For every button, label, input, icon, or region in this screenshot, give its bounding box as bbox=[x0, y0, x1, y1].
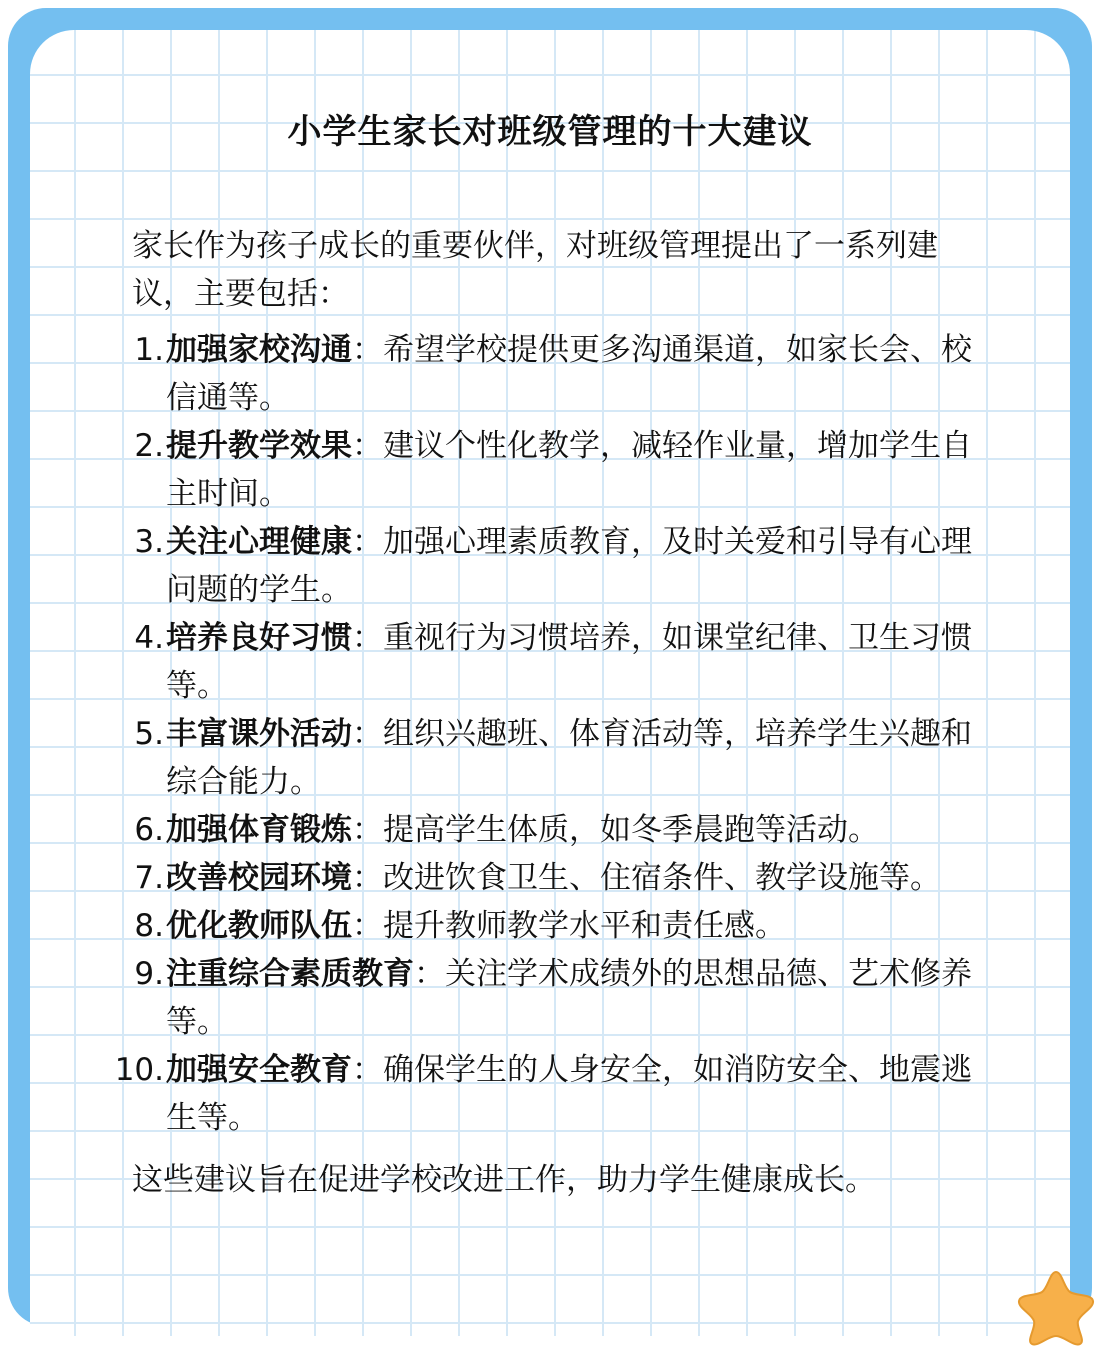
suggestion-list bbox=[114, 326, 972, 1142]
item-heading: 优化教师队伍 bbox=[166, 908, 352, 944]
list-item bbox=[132, 710, 972, 806]
list-item bbox=[132, 902, 972, 950]
item-text: ：组织兴趣班、体育活动等，培养学生兴趣和综合能力。 bbox=[166, 716, 972, 800]
item-text: ：建议个性化教学，减轻作业量，增加学生自主时间。 bbox=[166, 428, 972, 512]
item-number: 3. bbox=[134, 524, 164, 560]
item-number: 6. bbox=[134, 812, 164, 848]
item-text: ：希望学校提供更多沟通渠道，如家长会、校信通等。 bbox=[166, 332, 972, 416]
item-text: ：关注学术成绩外的思想品德、艺术修养等。 bbox=[166, 956, 972, 1040]
item-text: ：加强心理素质教育，及时关爱和引导有心理问题的学生。 bbox=[166, 524, 972, 608]
list-item bbox=[132, 422, 972, 518]
item-text: ：重视行为习惯培养，如课堂纪律、卫生习惯等。 bbox=[166, 620, 972, 704]
item-text: ：提升教师教学水平和责任感。 bbox=[352, 908, 786, 944]
closing-paragraph: 这些建议旨在促进学校改进工作，助力学生健康成长。 bbox=[132, 1162, 876, 1198]
list-item bbox=[132, 614, 972, 710]
item-number: 9. bbox=[134, 956, 164, 992]
item-number: 5. bbox=[134, 716, 164, 752]
intro-paragraph: 家长作为孩子成长的重要伙伴，对班级管理提出了一系列建议，主要包括： bbox=[132, 228, 938, 312]
item-heading: 提升教学效果 bbox=[166, 428, 352, 464]
page-title: 小学生家长对班级管理的十大建议 bbox=[287, 112, 813, 152]
list-item bbox=[132, 518, 972, 614]
item-number: 4. bbox=[134, 620, 164, 656]
item-heading: 注重综合素质教育 bbox=[166, 956, 414, 992]
list-item bbox=[114, 1046, 972, 1142]
item-text: ：确保学生的人身安全，如消防安全、地震逃生等。 bbox=[166, 1052, 972, 1136]
item-heading: 加强安全教育 bbox=[166, 1052, 352, 1088]
item-number: 8. bbox=[134, 908, 164, 944]
item-number: 7. bbox=[134, 860, 164, 896]
item-text: ：提高学生体质，如冬季晨跑等活动。 bbox=[352, 812, 879, 848]
star-icon bbox=[1016, 1266, 1096, 1346]
item-text: ：改进饮食卫生、住宿条件、教学设施等。 bbox=[352, 860, 941, 896]
item-heading: 培养良好习惯 bbox=[166, 620, 352, 656]
item-number: 2. bbox=[134, 428, 164, 464]
item-number: 10. bbox=[114, 1052, 164, 1088]
item-heading: 加强家校沟通 bbox=[166, 332, 352, 368]
item-heading: 改善校园环境 bbox=[166, 860, 352, 896]
list-item bbox=[132, 326, 972, 422]
list-item bbox=[132, 950, 972, 1046]
item-heading: 丰富课外活动 bbox=[166, 716, 352, 752]
article-body bbox=[114, 222, 972, 1204]
item-number: 1. bbox=[134, 332, 164, 368]
item-heading: 加强体育锻炼 bbox=[166, 812, 352, 848]
list-item bbox=[132, 806, 972, 854]
item-heading: 关注心理健康 bbox=[166, 524, 352, 560]
list-item bbox=[132, 854, 972, 902]
